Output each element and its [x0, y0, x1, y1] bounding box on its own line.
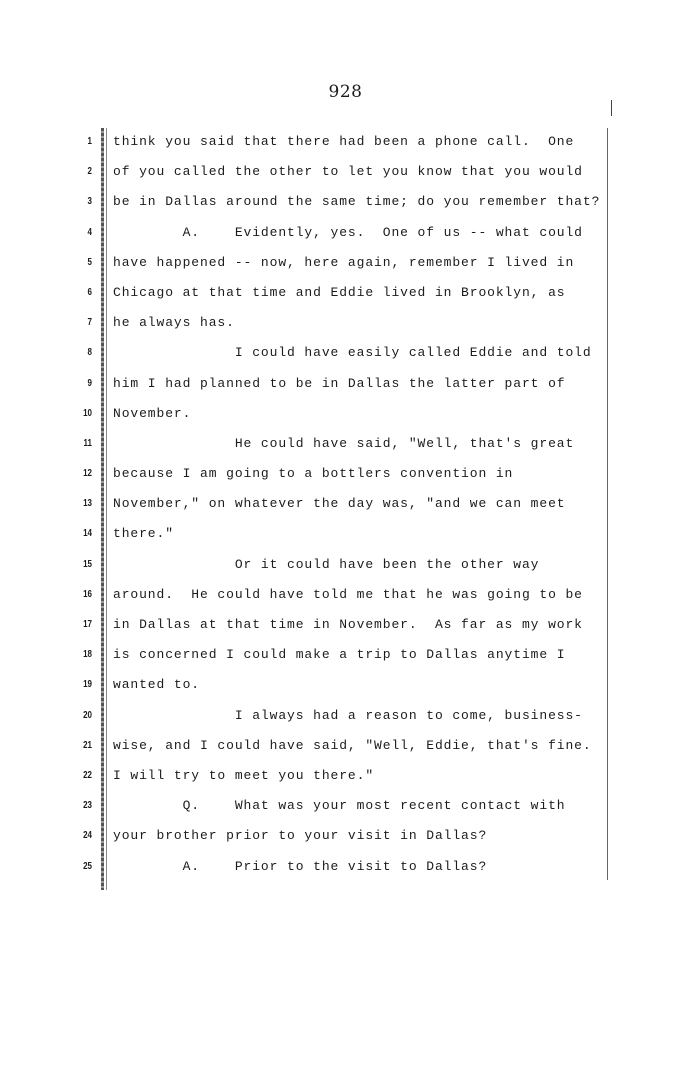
- line-number: 5: [87, 256, 92, 268]
- line-text: He could have said, "Well, that's great: [113, 435, 575, 451]
- line-text: he always has.: [113, 315, 235, 331]
- line-text: Or it could have been the other way: [113, 556, 540, 572]
- line-number: 20: [83, 709, 92, 721]
- line-number: 8: [87, 347, 92, 359]
- line-number: 23: [83, 800, 92, 812]
- line-number: 15: [83, 558, 92, 570]
- line-text: I always had a reason to come, business-: [113, 707, 583, 723]
- transcript-line: [0, 188, 691, 218]
- line-text: around. He could have told me that he was going to be: [113, 586, 583, 602]
- transcript-line: [0, 158, 691, 188]
- line-text: is concerned I could make a trip to Dallas anytime I: [113, 647, 566, 663]
- transcript-line: [0, 128, 691, 158]
- line-text: of you called the other to let you know that you would: [113, 164, 583, 180]
- line-number: 24: [83, 830, 92, 842]
- line-number: 11: [83, 437, 92, 449]
- margin-tick-mark: [611, 100, 612, 116]
- line-text: wise, and I could have said, "Well, Eddie, that's fine.: [113, 737, 592, 753]
- line-number: 1: [87, 136, 92, 147]
- line-number: 9: [87, 377, 92, 389]
- line-number: 17: [83, 619, 92, 630]
- line-text: November," on whatever the day was, "and we can meet: [113, 496, 566, 512]
- transcript-line: [0, 400, 691, 430]
- transcript-line: [0, 551, 691, 581]
- line-number: 14: [83, 528, 92, 540]
- line-text: in Dallas at that time in November. As far as my work: [113, 617, 583, 632]
- line-text: A. Evidently, yes. One of us -- what could: [113, 224, 583, 240]
- transcript-line: [0, 671, 691, 701]
- line-text: wanted to.: [113, 677, 201, 693]
- line-text: Q. What was your most recent contact with: [113, 798, 566, 814]
- transcript-line: [0, 702, 691, 732]
- transcript-line: [0, 822, 691, 852]
- line-number: 4: [87, 226, 92, 238]
- transcript-line: [0, 279, 691, 309]
- transcript-line: [0, 249, 691, 279]
- line-number: 16: [83, 588, 92, 600]
- transcript-line: [0, 641, 691, 671]
- line-number: 10: [83, 407, 92, 419]
- line-number: 19: [83, 679, 92, 691]
- line-number: 18: [83, 649, 92, 661]
- line-number: 7: [87, 317, 92, 329]
- line-text: there.": [113, 526, 174, 542]
- transcript-line: [0, 762, 691, 792]
- transcript-line: [0, 792, 691, 822]
- line-number: 22: [83, 769, 92, 781]
- line-number: 3: [87, 196, 92, 208]
- line-number: 2: [87, 166, 92, 178]
- transcript-line: [0, 339, 691, 369]
- transcript-line: [0, 430, 691, 460]
- line-number: 12: [83, 468, 92, 480]
- transcript-line: [0, 520, 691, 550]
- line-number: 21: [83, 739, 92, 751]
- line-number: 6: [87, 286, 92, 298]
- transcript-body: [0, 128, 691, 883]
- transcript-line: [0, 581, 691, 611]
- transcript-line: [0, 490, 691, 520]
- line-text: Chicago at that time and Eddie lived in Brooklyn, as: [113, 284, 566, 300]
- line-text: I could have easily called Eddie and told: [113, 345, 592, 361]
- transcript-line: [0, 460, 691, 490]
- line-number: 13: [83, 498, 92, 510]
- line-text: because I am going to a bottlers convention in: [113, 466, 514, 482]
- line-text: have happened -- now, here again, remember I lived in: [113, 254, 575, 270]
- line-number: 25: [83, 860, 92, 872]
- transcript-line: [0, 309, 691, 339]
- transcript-line: [0, 611, 691, 641]
- transcript-line: [0, 370, 691, 400]
- line-text: I will try to meet you there.": [113, 767, 375, 783]
- line-text: your brother prior to your visit in Dallas?: [113, 828, 488, 844]
- line-text: be in Dallas around the same time; do you remember that?: [113, 194, 601, 210]
- transcript-line: [0, 732, 691, 762]
- line-text: November.: [113, 405, 192, 421]
- transcript-line: [0, 219, 691, 249]
- line-text: him I had planned to be in Dallas the latter part of: [113, 375, 566, 391]
- line-text: A. Prior to the visit to Dallas?: [113, 858, 488, 874]
- page-number: 928: [328, 82, 363, 102]
- transcript-line: [0, 853, 691, 883]
- line-text: think you said that there had been a phone call. One: [113, 134, 575, 149]
